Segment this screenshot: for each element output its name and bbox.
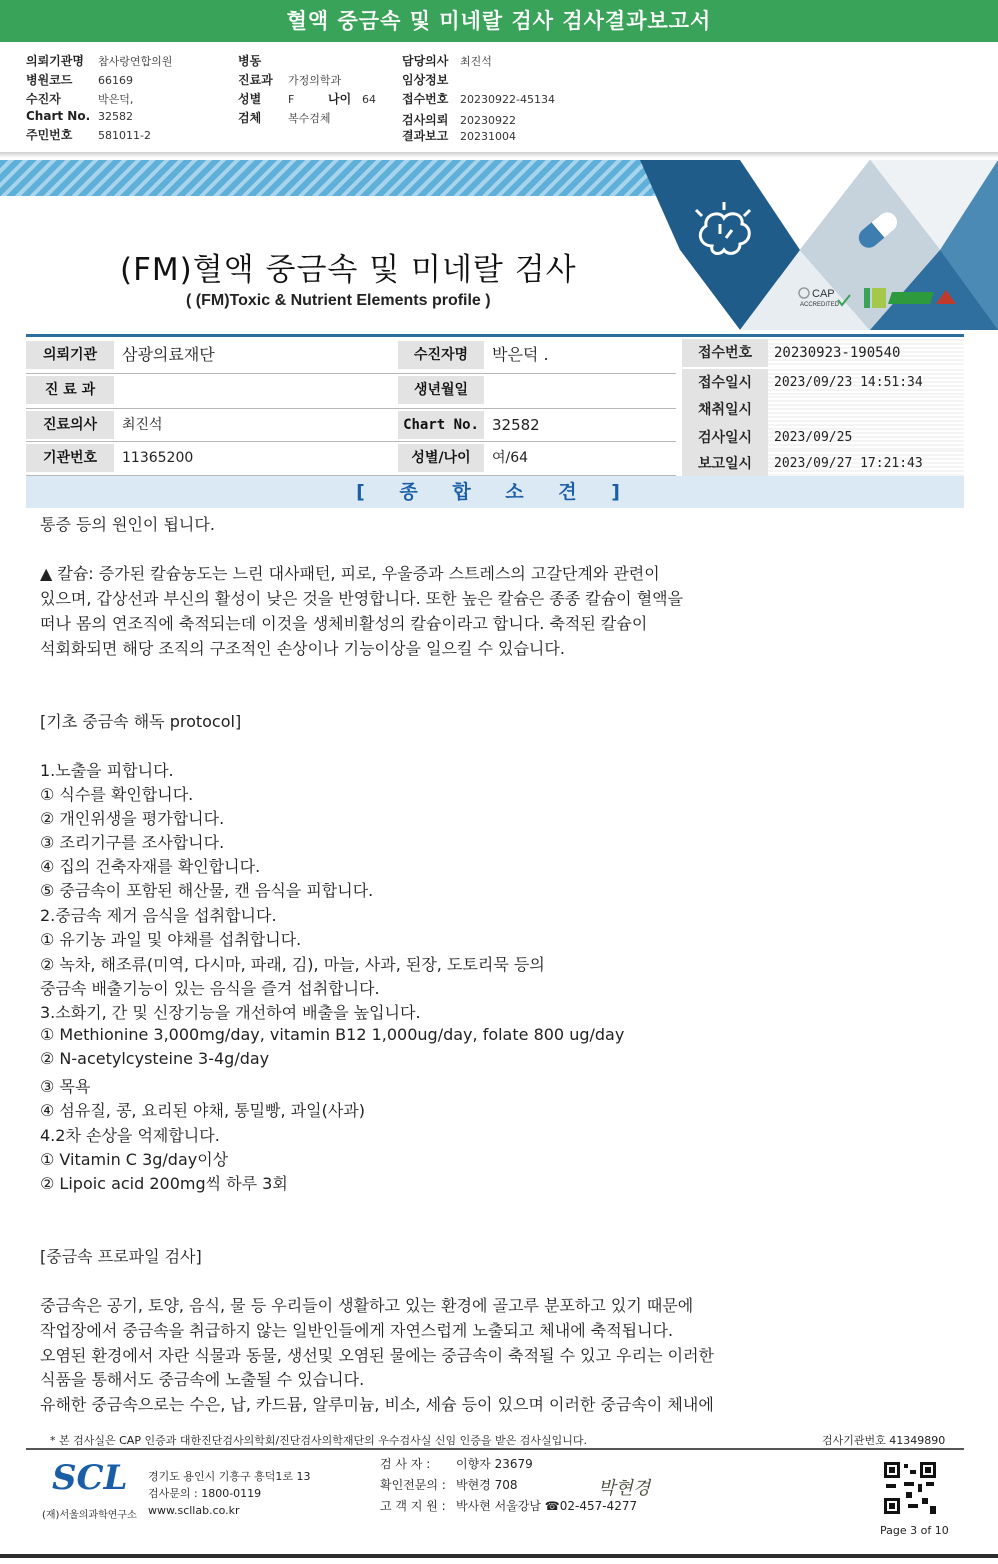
info-item: 검사의뢰 20230922 (402, 113, 516, 127)
field-value (114, 376, 396, 404)
staff-row: 확인전문의 : 박현경 708 (380, 1478, 518, 1492)
top-info (0, 50, 998, 150)
text-line: 있으며, 갑상선과 부신의 활성이 낮은 것을 반영합니다. 또한 높은 칼슘은 종종 칼슘이 혈액을 (40, 589, 684, 608)
text-line: 1.노출을 피합니다. (40, 761, 174, 780)
info-item: 의뢰기관명 참사랑연합의원 (26, 54, 173, 68)
page-number: Page 3 of 10 (880, 1524, 949, 1537)
text-line: ② 녹차, 해조류(미역, 다시마, 파래, 김), 마늘, 사과, 된장, 도토리묵 등의 (40, 955, 545, 974)
info-item: 검체 복수검체 (238, 111, 331, 125)
patient-info-table (26, 334, 964, 474)
field-value: 박은덕 . (492, 345, 549, 364)
scl-logo: SCL (52, 1458, 128, 1498)
staff-row: 고 객 지 원 : 박사현 서울강남 ☎02-457-4277 (380, 1499, 638, 1513)
text-line: 통증 등의 원인이 됩니다. (40, 515, 215, 534)
text-line: ② N-acetylcysteine 3-4g/day (40, 1049, 270, 1068)
field-label: 진료의사 (26, 411, 114, 439)
website-link[interactable]: www.scllab.co.kr (148, 1504, 240, 1517)
text-line: ② 개인위생을 평가합니다. (40, 809, 225, 828)
field-label: Chart No. (398, 411, 484, 439)
field-value: 2023/09/23 14:51:34 (768, 369, 964, 397)
divider (26, 1448, 964, 1450)
certification-note: * 본 검사실은 CAP 인증과 대한진단검사의학회/진단검사의학재단의 우수검사실 신임 인증을 받은 검사실입니다. (50, 1434, 588, 1447)
field-value: 2023/09/25 (768, 424, 964, 452)
field-value: 32582 (492, 416, 540, 434)
field-label: 수진자명 (398, 341, 484, 369)
lm-logo (864, 288, 886, 308)
info-item-age: 나이 64 (328, 92, 376, 106)
info-item: 진료과 가정의학과 (238, 73, 342, 87)
text-line: ③ 조리기구를 조사합니다. (40, 833, 225, 852)
info-item: 접수번호 20230922-45134 (402, 92, 555, 106)
field-label: 생년월일 (398, 376, 484, 404)
info-item: 주민번호 581011-2 (26, 128, 151, 142)
field-value: 최진석 (122, 417, 163, 433)
text-line: 중금속은 공기, 토양, 음식, 물 등 우리들이 생활하고 있는 환경에 골고루 분포하고 있기 때문에 (40, 1296, 694, 1315)
qr-code-icon (882, 1460, 938, 1516)
text-line: 유해한 중금속으로는 수은, 납, 카드뮴, 알루미늄, 비소, 세슘 등이 있으며 이러한 중금속이 체내에 (40, 1395, 714, 1414)
field-label: 접수번호 (682, 339, 768, 367)
field-label: 성별/나이 (398, 444, 484, 472)
info-item: 담당의사 최진석 (402, 54, 492, 68)
lab-code: 검사기관번호 41349890 (822, 1434, 946, 1447)
field-value (484, 376, 676, 404)
text-line: 3.소화기, 간 및 신장기능을 개선하여 배출을 높입니다. (40, 1003, 421, 1022)
info-item: Chart No. 32582 (26, 109, 133, 123)
text-line: ⑤ 중금속이 포함된 해산물, 캔 음식을 피합니다. (40, 881, 374, 900)
text-line: 중금속 배출기능이 있는 음식을 즐겨 섭취합니다. (40, 979, 380, 998)
cap-label: CAP (812, 288, 835, 300)
text-line: ▲ 칼슘: 증가된 칼슘농도는 느린 대사패턴, 피로, 우울증과 스트레스의 고갈단계와 관련이 (40, 564, 660, 583)
field-label: 접수일시 (682, 369, 768, 397)
section-heading: [중금속 프로파일 검사] (40, 1247, 202, 1266)
cap-sub: ACCREDITED (800, 302, 840, 308)
section-heading: [기초 중금속 해독 protocol] (40, 712, 242, 731)
lab-address (148, 1468, 311, 1519)
text-line: 작업장에서 중금속을 취급하지 않는 일반인들에게 자연스럽게 노출되고 체내에 축적됩니다. (40, 1321, 674, 1340)
info-item: 병동 (238, 54, 262, 68)
accreditation-logos (798, 282, 968, 318)
divider (0, 152, 998, 158)
text-line: ① Vitamin C 3g/day이상 (40, 1150, 229, 1169)
era-logo (888, 292, 934, 304)
info-item: 성별 F (238, 92, 295, 106)
field-label: 채취일시 (682, 396, 768, 424)
text-line: ① Methionine 3,000mg/day, vitamin B12 1,000ug/day, folate 800 ug/day (40, 1025, 625, 1044)
field-label: 의뢰기관 (26, 341, 114, 369)
field-label: 보고일시 (682, 450, 768, 478)
report-banner (0, 160, 998, 330)
field-value: 삼광의료재단 (122, 345, 215, 364)
banner-title: (FM)혈액 중금속 및 미네랄 검사 (120, 252, 577, 288)
text-line: ④ 섬유질, 콩, 요리된 야채, 통밀빵, 과일(사과) (40, 1101, 365, 1120)
amab-logo (936, 290, 956, 304)
scl-logo-sub: (재)서울의과학연구소 (42, 1510, 137, 1521)
text-line: 식품을 통해서도 중금속에 노출될 수 있습니다. (40, 1370, 365, 1389)
field-value: 11365200 (122, 450, 194, 466)
text-line: ③ 목욕 (40, 1077, 91, 1096)
field-label: 진 료 과 (26, 376, 114, 404)
info-item: 결과보고 20231004 (402, 129, 516, 143)
field-label: 검사일시 (682, 424, 768, 452)
field-value: 2023/09/27 17:21:43 (768, 450, 964, 478)
info-item: 병원코드 66169 (26, 73, 133, 87)
text-line: 석회화되면 해당 조직의 구조적인 손상이나 기능이상을 일으킬 수 있습니다. (40, 639, 565, 658)
text-line: 오염된 환경에서 자란 식물과 동물, 생선및 오염된 물에는 중금속이 축적될 수 있고 우리는 이러한 (40, 1346, 714, 1365)
info-item: 수진자 박은덕, (26, 92, 134, 106)
report-title: 혈액 중금속 및 미네랄 검사 검사결과보고서 (0, 0, 998, 42)
field-value: 20230923-190540 (768, 339, 964, 367)
text-line: 떠나 몸의 연조직에 축적되는데 이것을 생체비활성의 칼슘이라고 합니다. 축적된 칼슘이 (40, 614, 648, 633)
text-line: 2.중금속 제거 음식을 섭취합니다. (40, 906, 277, 925)
field-value: 여/64 (492, 450, 529, 466)
stripe-decoration (0, 160, 700, 196)
bottom-rule (0, 1554, 998, 1558)
banner-subtitle: ( (FM)Toxic & Nutrient Elements profile ) (186, 292, 491, 309)
text-line: ② Lipoic acid 200mg씩 하루 3회 (40, 1174, 288, 1193)
info-item: 임상정보 (402, 73, 449, 87)
text-line: ① 식수를 확인합니다. (40, 785, 194, 804)
address-line: 경기도 용인시 기흥구 흥덕1로 13 (148, 1470, 311, 1483)
staff-row: 검 사 자 : 이향자 23679 (380, 1457, 533, 1471)
cap-logo (799, 288, 850, 308)
text-line: ④ 집의 건축자재를 확인합니다. (40, 857, 261, 876)
signature: 박현경 (598, 1478, 651, 1499)
field-label: 기관번호 (26, 444, 114, 472)
text-line: 4.2차 손상을 억제합니다. (40, 1126, 220, 1145)
text-line: ① 유기농 과일 및 야채를 섭취합니다. (40, 930, 302, 949)
field-value (768, 396, 964, 424)
contact-line: 검사문의 : 1800-0119 (148, 1487, 262, 1500)
summary-title: [ 종 합 소 견 ] (26, 476, 964, 508)
